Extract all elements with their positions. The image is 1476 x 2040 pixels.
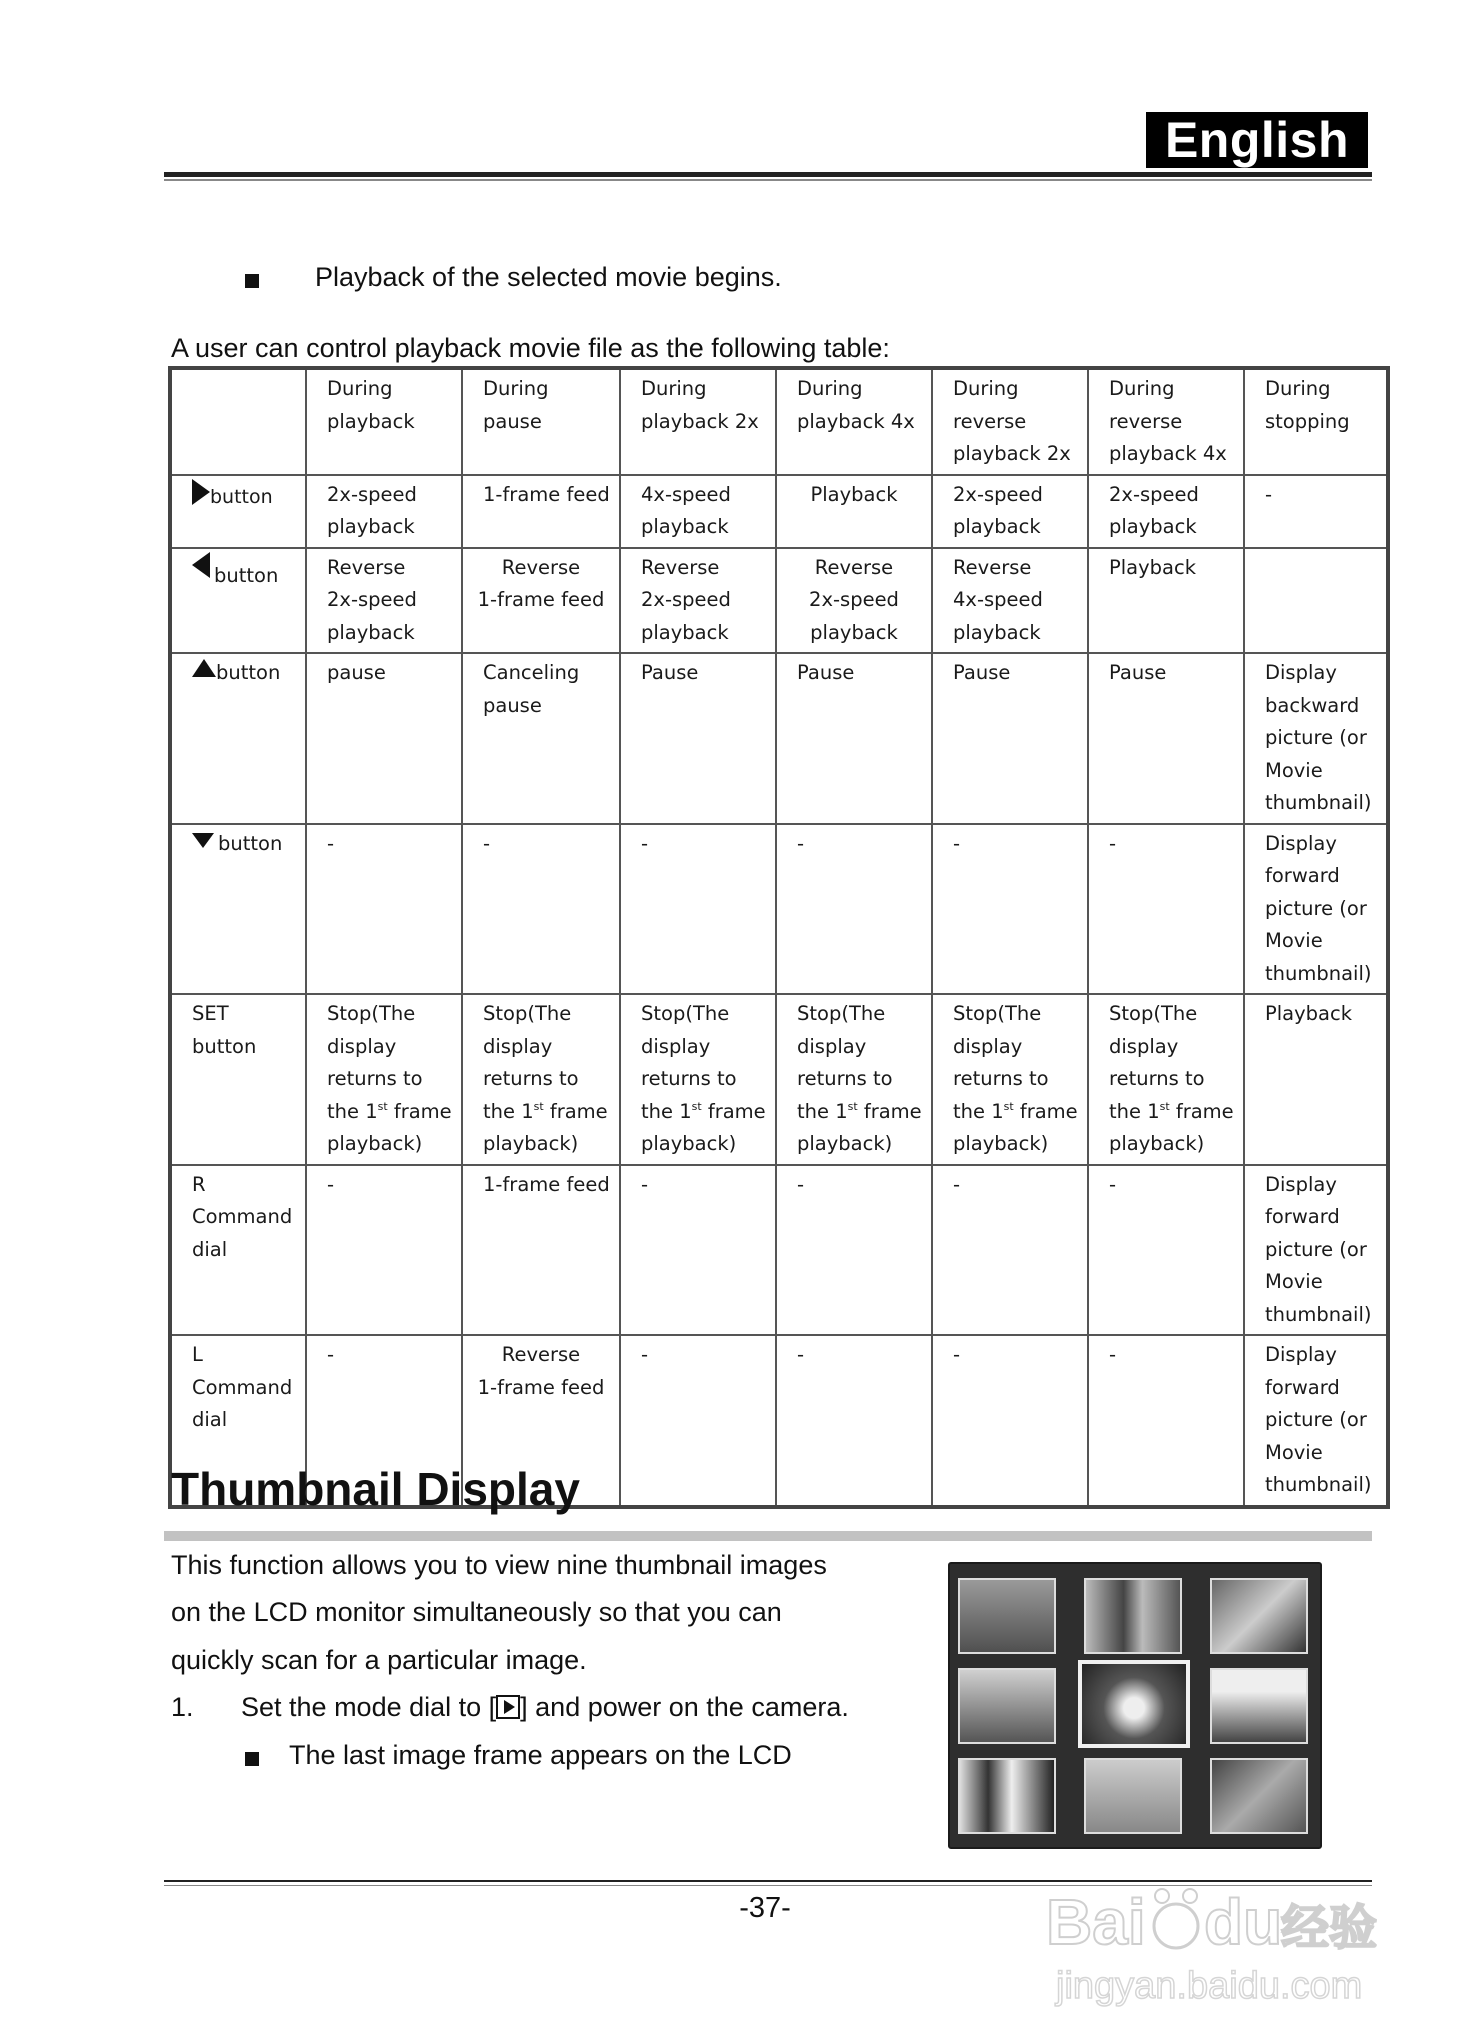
table-row-r-dial — [170, 1165, 1388, 1336]
bullet-square-icon — [245, 274, 259, 288]
thumbnail-screen-illustration — [948, 1562, 1322, 1849]
table-cell: 2x-speed playback — [932, 475, 1088, 548]
watermark-brand: Bai — [1046, 1886, 1146, 1958]
section-title: Thumbnail Display — [171, 1463, 580, 1515]
up-arrow-icon — [192, 659, 216, 677]
table-cell: Playback — [1244, 994, 1388, 1165]
step-number: 1. — [171, 1692, 194, 1722]
intro-paragraph: A user can control playback movie file as the following table: — [171, 333, 890, 363]
thumbnail-image — [1084, 1758, 1182, 1834]
table-cell: Stop(The display returns to the 1st frame playback) — [462, 994, 620, 1165]
row-label-up-button: button — [170, 653, 306, 824]
left-arrow-icon — [192, 552, 210, 578]
language-badge: English — [1146, 112, 1368, 168]
body-text-line: This function allows you to view nine thumbnail images — [171, 1550, 827, 1580]
header-during-reverse-4x: During reverse playback 4x — [1088, 368, 1244, 475]
table-cell: Stop(The display returns to the 1st frame playback) — [620, 994, 776, 1165]
table-cell: Canceling pause — [462, 653, 620, 824]
table-cell: Stop(The display returns to the 1st frame playback) — [932, 994, 1088, 1165]
step-text: Set the mode dial to [ ] and power on the camera. — [241, 1692, 849, 1722]
right-arrow-icon — [192, 479, 210, 505]
table-cell: - — [776, 824, 932, 995]
thumbnail-image — [958, 1578, 1056, 1654]
thumbnail-image — [1084, 1578, 1182, 1654]
table-cell: - — [932, 824, 1088, 995]
table-cell: - — [932, 1335, 1088, 1507]
row-label-left-button: button — [170, 548, 306, 654]
table-cell: 1-frame feed — [462, 475, 620, 548]
header-during-stopping: During stopping — [1244, 368, 1388, 475]
down-arrow-icon — [192, 833, 214, 848]
table-cell: - — [462, 824, 620, 995]
thumbnail-image — [1210, 1668, 1308, 1744]
table-cell: - — [306, 824, 462, 995]
table-cell: Stop(The display returns to the 1st frame playback) — [306, 994, 462, 1165]
thumbnail-image — [958, 1758, 1056, 1834]
header-during-playback-4x: During playback 4x — [776, 368, 932, 475]
playback-mode-icon — [496, 1695, 520, 1719]
table-cell: Display forward picture (or Movie thumbnail) — [1244, 824, 1388, 995]
table-header-row — [170, 368, 1388, 475]
table-cell: - — [620, 1165, 776, 1336]
playback-control-table — [168, 366, 1390, 1509]
table-cell — [1244, 548, 1388, 654]
table-cell: Playback — [1088, 548, 1244, 654]
table-cell: - — [306, 1165, 462, 1336]
table-cell: - — [776, 1335, 932, 1507]
paw-icon — [1154, 1889, 1198, 1948]
table-cell: - — [1088, 824, 1244, 995]
table-cell: 2x-speed playback — [1088, 475, 1244, 548]
header-during-reverse-2x: During reverse playback 2x — [932, 368, 1088, 475]
table-cell: Playback — [776, 475, 932, 548]
thumbnail-image — [958, 1668, 1056, 1744]
bullet-square-icon — [245, 1752, 259, 1766]
thumbnail-image — [1210, 1758, 1308, 1834]
baidu-watermark — [1036, 1852, 1396, 2012]
table-row-up-button — [170, 653, 1388, 824]
row-label-l-dial: L Command dial — [170, 1335, 306, 1507]
thumbnail-image-selected — [1078, 1660, 1190, 1748]
table-cell: - — [932, 1165, 1088, 1336]
table-cell: - — [1088, 1165, 1244, 1336]
table-cell: - — [306, 1335, 462, 1507]
table-cell: Display forward picture (or Movie thumbnail) — [1244, 1165, 1388, 1336]
header-rule — [164, 172, 1372, 177]
table-cell: - — [620, 824, 776, 995]
table-cell: 1-frame feed — [462, 1165, 620, 1336]
header-during-playback-2x: During playback 2x — [620, 368, 776, 475]
table-cell: Reverse 2x-speed playback — [776, 548, 932, 654]
table-cell: - — [1244, 475, 1388, 548]
body-text-line: quickly scan for a particular image. — [171, 1645, 587, 1675]
table-cell: Display backward picture (or Movie thumbnail) — [1244, 653, 1388, 824]
header-during-playback: During playback — [306, 368, 462, 475]
header-rule-thin — [164, 179, 1372, 181]
header-cell-empty — [170, 368, 306, 475]
table-cell: Reverse 4x-speed playback — [932, 548, 1088, 654]
table-cell: - — [620, 1335, 776, 1507]
table-row-right-button — [170, 475, 1388, 548]
table-cell: Pause — [1088, 653, 1244, 824]
watermark-url: jingyan.baidu.com — [1056, 1965, 1363, 2007]
section-rule — [164, 1531, 1372, 1541]
row-label-down-button: button — [170, 824, 306, 995]
bullet-text: Playback of the selected movie begins. — [315, 262, 782, 292]
table-cell: Reverse 2x-speed playback — [306, 548, 462, 654]
watermark-brand-2: du — [1204, 1886, 1283, 1958]
table-cell: Reverse 1-frame feed — [462, 1335, 620, 1507]
table-cell: - — [776, 1165, 932, 1336]
thumbnail-image — [1210, 1578, 1308, 1654]
header-during-pause: During pause — [462, 368, 620, 475]
table-cell: Pause — [932, 653, 1088, 824]
row-label-set-button: SET button — [170, 994, 306, 1165]
row-label-r-dial: R Command dial — [170, 1165, 306, 1336]
table-cell: 4x-speed playback — [620, 475, 776, 548]
table-cell: 2x-speed playback — [306, 475, 462, 548]
sub-bullet-text: The last image frame appears on the LCD — [289, 1740, 792, 1770]
table-cell: - — [1088, 1335, 1244, 1507]
table-cell: Stop(The display returns to the 1st frame playback) — [1088, 994, 1244, 1165]
table-cell: Reverse 1-frame feed — [462, 548, 620, 654]
table-cell: Stop(The display returns to the 1st frame playback) — [776, 994, 932, 1165]
page-number: -37- — [739, 1892, 791, 1924]
table-row-set-button — [170, 994, 1388, 1165]
table-row-left-button — [170, 548, 1388, 654]
table-cell: pause — [306, 653, 462, 824]
body-text-line: on the LCD monitor simultaneously so that you can — [171, 1597, 782, 1627]
table-cell: Display forward picture (or Movie thumbnail) — [1244, 1335, 1388, 1507]
row-label-right-button: button — [170, 475, 306, 548]
table-row-down-button — [170, 824, 1388, 995]
table-cell: Pause — [776, 653, 932, 824]
table-cell: Pause — [620, 653, 776, 824]
table-cell: Reverse 2x-speed playback — [620, 548, 776, 654]
watermark-chinese: 经验 — [1281, 1900, 1378, 1956]
